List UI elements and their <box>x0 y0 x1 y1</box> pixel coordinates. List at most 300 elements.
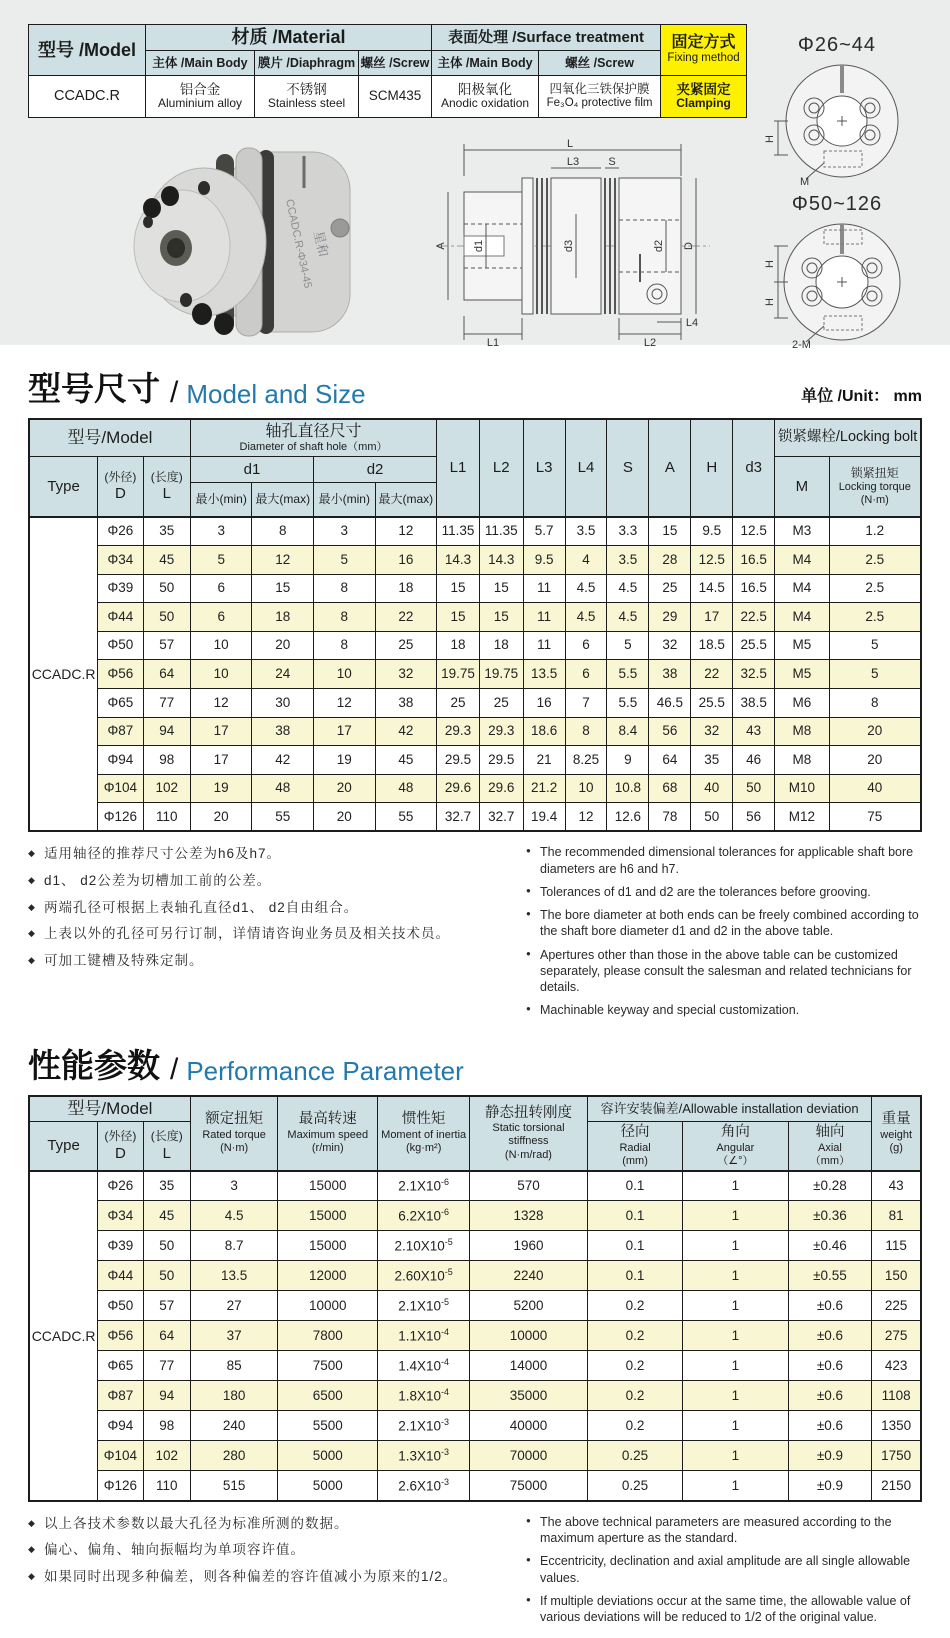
table-cell: $2.1X10^{-6}$ <box>378 1171 470 1201</box>
note-item: ● The bore diameter at both ends can be freely combined according to the shaft bore diameter d1 and d2 in the above table. <box>524 907 922 940</box>
rated-en: Rated torque <box>202 1128 266 1141</box>
table-cell: 25.5 <box>733 631 775 660</box>
table-cell: 25 <box>479 688 523 717</box>
table-cell: 85 <box>190 1351 277 1381</box>
table-cell: ±0.28 <box>788 1171 872 1201</box>
size-notes-zh <box>28 844 498 1025</box>
table-cell: 1750 <box>872 1441 921 1471</box>
table-cell: 43 <box>733 717 775 746</box>
coupling-section-drawing <box>430 136 716 350</box>
perf-l-letter: L <box>162 1144 171 1162</box>
table-cell: 18 <box>252 603 314 632</box>
table-cell: 1 <box>683 1261 788 1291</box>
table-cell: 11 <box>523 603 565 632</box>
table-cell: 19.4 <box>523 803 565 832</box>
table-cell: 19.75 <box>479 660 523 689</box>
axial-header <box>788 1122 872 1171</box>
table-row <box>29 603 921 632</box>
table-cell: M3 <box>775 517 829 546</box>
table-cell: 6500 <box>278 1381 378 1411</box>
table-cell: 1350 <box>872 1411 921 1441</box>
table-cell: Φ126 <box>98 1471 143 1501</box>
table-cell: 48 <box>252 774 314 803</box>
note-item: ● The recommended dimensional tolerances for applicable shaft bore diameters are h6 and h7. <box>524 844 922 877</box>
table-cell: 55 <box>375 803 437 832</box>
table-cell: 28 <box>649 545 691 574</box>
stiffness-unit: (N·m/rad) <box>504 1148 552 1161</box>
table-cell: Φ26 <box>98 1171 143 1201</box>
rated-zh: 额定扭矩 <box>205 1111 264 1128</box>
table-cell: 115 <box>872 1231 921 1261</box>
table-cell: $2.6X10^{-3}$ <box>378 1471 470 1501</box>
table-cell: 11 <box>523 574 565 603</box>
table-cell: 2.5 <box>829 574 921 603</box>
table-cell: 8.7 <box>190 1231 277 1261</box>
table-cell: 0.2 <box>587 1321 682 1351</box>
col-L2: L2 <box>479 419 523 517</box>
table-cell: 8 <box>314 631 376 660</box>
table-cell: Φ104 <box>98 774 143 803</box>
table-cell: 68 <box>649 774 691 803</box>
table-cell: 22.5 <box>733 603 775 632</box>
table-cell: 10 <box>314 660 376 689</box>
size-notes-en <box>524 844 922 1025</box>
product-photo <box>108 136 366 355</box>
table-cell: 78 <box>649 803 691 832</box>
size-title-separator: / <box>170 376 179 409</box>
table-cell: 13.5 <box>523 660 565 689</box>
size-model-group-header: 型号/Model <box>29 419 190 457</box>
l-letter: L <box>162 485 171 503</box>
table-cell: 15 <box>437 574 480 603</box>
axial-unit: （mm） <box>809 1154 851 1167</box>
table-cell: 7 <box>565 688 607 717</box>
table-cell: 1 <box>683 1321 788 1351</box>
rated-torque-header <box>190 1096 277 1171</box>
table-cell: ±0.9 <box>788 1471 872 1501</box>
table-row <box>29 717 921 746</box>
fixing-header <box>661 25 747 76</box>
table-cell: 32.7 <box>437 803 480 832</box>
table-cell: 15 <box>437 603 480 632</box>
table-cell: $1.3X10^{-3}$ <box>378 1441 470 1471</box>
table-cell: 7800 <box>278 1321 378 1351</box>
locking-torque-header <box>829 457 921 517</box>
type-value-cell: CCADC.R <box>29 1171 98 1501</box>
radial-zh: 径向 <box>620 1124 650 1141</box>
table-cell: 1 <box>683 1351 788 1381</box>
table-cell: 6 <box>565 660 607 689</box>
size-table-wrap <box>0 416 950 832</box>
locking-bolt-group-header <box>775 419 921 457</box>
diaphragm-en: Stainless steel <box>267 96 346 111</box>
table-cell: $1.8X10^{-4}$ <box>378 1381 470 1411</box>
note-item: ◆ d1、 d2公差为切槽加工前的公差。 <box>28 871 498 891</box>
product-marking-text: CCADC.R-Φ34-45 <box>283 197 314 290</box>
table-cell: 29 <box>649 603 691 632</box>
table-cell: 11.35 <box>437 517 480 546</box>
table-cell: 25 <box>649 574 691 603</box>
shaft-hole-en: Diameter of shaft hole（mm） <box>239 441 388 454</box>
table-cell: Φ87 <box>98 717 143 746</box>
table-cell: 9 <box>607 746 649 775</box>
table-cell: 29.3 <box>479 717 523 746</box>
table-cell: 43 <box>872 1171 921 1201</box>
table-cell: 5 <box>190 545 252 574</box>
table-row <box>29 1381 921 1411</box>
table-cell: ±0.36 <box>788 1201 872 1231</box>
perf-notes-en <box>524 1514 922 1633</box>
table-cell: Φ50 <box>98 631 143 660</box>
table-cell: ±0.6 <box>788 1291 872 1321</box>
table-row <box>29 1291 921 1321</box>
table-cell: 19 <box>190 774 252 803</box>
stiffness-en: Static torsional stiffness <box>492 1122 565 1148</box>
surface-main-value <box>432 75 539 117</box>
table-cell: 2240 <box>470 1261 588 1291</box>
performance-table <box>28 1095 922 1502</box>
table-cell: 4.5 <box>607 603 649 632</box>
radial-header <box>587 1122 682 1171</box>
table-cell: 8.4 <box>607 717 649 746</box>
perf-title-zh: 性能参数 <box>28 1046 160 1084</box>
table-cell: Φ126 <box>98 803 143 832</box>
material-spec-table <box>28 24 747 118</box>
table-cell: 14000 <box>470 1351 588 1381</box>
table-cell: 275 <box>872 1321 921 1351</box>
table-cell: 56 <box>733 803 775 832</box>
table-cell: 50 <box>143 1261 190 1291</box>
table-cell: 22 <box>691 660 733 689</box>
table-cell: 40 <box>691 774 733 803</box>
table-cell: 29.6 <box>479 774 523 803</box>
shaft-hole-header <box>190 419 436 457</box>
table-row <box>29 1471 921 1501</box>
table-cell: 94 <box>143 717 190 746</box>
table-cell: 12 <box>314 688 376 717</box>
table-cell: 240 <box>190 1411 277 1441</box>
table-cell: 32.5 <box>733 660 775 689</box>
table-cell: $1.4X10^{-4}$ <box>378 1351 470 1381</box>
d-top-label: (外径) <box>104 469 137 484</box>
table-cell: 24 <box>252 660 314 689</box>
table-cell: 102 <box>143 1441 190 1471</box>
table-cell: 40 <box>829 774 921 803</box>
table-row <box>29 1441 921 1471</box>
angular-zh: 角向 <box>720 1124 750 1141</box>
table-row <box>29 631 921 660</box>
table-cell: 55 <box>252 803 314 832</box>
table-cell: 0.2 <box>587 1291 682 1321</box>
table-cell: Φ26 <box>98 517 143 546</box>
table-cell: 10 <box>190 631 252 660</box>
screw-header: 螺丝 /Screw <box>359 50 432 75</box>
table-cell: 94 <box>143 1381 190 1411</box>
d1-max-header: 最大(max) <box>252 483 314 517</box>
note-item: ◆ 上表以外的孔径可另行订制，详情请咨询业务员及相关技术员。 <box>28 924 498 944</box>
table-cell: 25 <box>375 631 437 660</box>
note-item: ● Machinable keyway and special customization. <box>524 1002 922 1018</box>
table-cell: Φ94 <box>98 746 143 775</box>
diaphragm-zh: 不锈钢 <box>286 81 327 97</box>
table-row <box>29 774 921 803</box>
dim-M-small: M <box>800 176 810 187</box>
table-cell: 12.5 <box>733 517 775 546</box>
brand-marking-text: 星和 <box>311 229 332 258</box>
table-cell: 38 <box>375 688 437 717</box>
table-cell: 50 <box>691 803 733 832</box>
table-cell: 45 <box>143 1201 190 1231</box>
table-cell: 50 <box>143 603 190 632</box>
table-cell: 29.6 <box>437 774 480 803</box>
shaft-hole-zh: 轴孔直径尺寸 <box>265 423 362 440</box>
table-cell: 5.7 <box>523 517 565 546</box>
table-cell: 0.25 <box>587 1471 682 1501</box>
table-cell: 8 <box>314 574 376 603</box>
table-cell: 2.5 <box>829 603 921 632</box>
perf-model-group-header: 型号/Model <box>29 1096 190 1122</box>
table-cell: 29.5 <box>479 746 523 775</box>
table-cell: M8 <box>775 746 829 775</box>
table-cell: 8 <box>829 688 921 717</box>
table-cell: 10.8 <box>607 774 649 803</box>
table-cell: 3.5 <box>607 545 649 574</box>
table-cell: ±0.6 <box>788 1351 872 1381</box>
surface-main-en: Anodic oxidation <box>441 96 530 111</box>
table-cell: 12.6 <box>607 803 649 832</box>
table-cell: 1.2 <box>829 517 921 546</box>
table-cell: 2150 <box>872 1471 921 1501</box>
torque-en: Locking torque <box>838 480 911 493</box>
table-cell: Φ56 <box>98 1321 143 1351</box>
table-cell: 0.25 <box>587 1441 682 1471</box>
top-section <box>0 0 950 350</box>
table-cell: 77 <box>143 688 190 717</box>
note-item: ● The above technical parameters are measured according to the maximum aperture as the standard. <box>524 1514 922 1547</box>
type-header: Type <box>29 457 98 517</box>
table-cell: 10000 <box>470 1321 588 1351</box>
table-cell: 35 <box>143 1171 190 1201</box>
d1-min-header: 最小(min) <box>190 483 252 517</box>
table-cell: 570 <box>470 1171 588 1201</box>
deviation-label: 容许安装偏差/Allowable installation deviation <box>600 1101 859 1117</box>
dim-d3: d3 <box>563 239 575 252</box>
dim-L1: L1 <box>486 336 500 349</box>
table-cell: 25 <box>437 688 480 717</box>
table-cell: 19.75 <box>437 660 480 689</box>
table-cell: 98 <box>143 1411 190 1441</box>
table-cell: 3 <box>314 517 376 546</box>
table-cell: M6 <box>775 688 829 717</box>
table-row <box>29 1231 921 1261</box>
table-cell: Φ94 <box>98 1411 143 1441</box>
table-cell: Φ65 <box>98 688 143 717</box>
table-cell: ±0.9 <box>788 1441 872 1471</box>
size-title-en: Model and Size <box>186 379 366 409</box>
perf-title-separator: / <box>170 1052 179 1086</box>
table-cell: Φ34 <box>98 545 143 574</box>
table-cell: ±0.46 <box>788 1231 872 1261</box>
table-cell: $2.60X10^{-5}$ <box>378 1261 470 1291</box>
table-cell: 15000 <box>278 1201 378 1231</box>
table-cell: 17 <box>190 746 252 775</box>
end-view-diagrams <box>748 34 926 356</box>
table-cell: 10 <box>190 660 252 689</box>
stiffness-zh: 静态扭转刚度 <box>484 1104 572 1121</box>
table-cell: 5500 <box>278 1411 378 1441</box>
perf-type-header: Type <box>29 1122 98 1171</box>
table-cell: 32.7 <box>479 803 523 832</box>
torque-unit: (N·m) <box>860 493 889 506</box>
table-cell: Φ65 <box>98 1351 143 1381</box>
size-notes <box>0 832 950 1031</box>
main-body-value <box>146 75 255 117</box>
table-cell: 8 <box>565 717 607 746</box>
table-cell: 1 <box>683 1411 788 1441</box>
product-photo-illustration <box>108 136 366 348</box>
l-top-label: (长度) <box>150 469 183 484</box>
table-cell: 9.5 <box>523 545 565 574</box>
table-cell: 0.2 <box>587 1351 682 1381</box>
table-cell: ±0.6 <box>788 1381 872 1411</box>
table-cell: 50 <box>733 774 775 803</box>
table-cell: 0.1 <box>587 1261 682 1291</box>
size-table-body <box>29 517 921 832</box>
table-cell: 38.5 <box>733 688 775 717</box>
table-cell: 0.1 <box>587 1201 682 1231</box>
note-item: ● Apertures other than those in the above table can be customized separately, please consult the salesman and related technicians for details. <box>524 947 922 996</box>
table-cell: 29.3 <box>437 717 480 746</box>
table-cell: 81 <box>872 1201 921 1231</box>
table-cell: $1.1X10^{-4}$ <box>378 1321 470 1351</box>
d2-header: d2 <box>314 457 437 483</box>
table-cell: 14.5 <box>691 574 733 603</box>
dim-S: S <box>608 155 616 168</box>
model-value: CCADC.R <box>29 75 146 117</box>
table-cell: M12 <box>775 803 829 832</box>
inertia-zh: 惯性矩 <box>401 1111 446 1128</box>
table-cell: 57 <box>143 631 190 660</box>
table-cell: Φ87 <box>98 1381 143 1411</box>
table-cell: 110 <box>143 803 190 832</box>
unit-label: 单位 /Unit： mm <box>801 388 922 405</box>
table-cell: 11 <box>523 631 565 660</box>
table-cell: 56 <box>649 717 691 746</box>
weight-en: weight <box>880 1128 913 1141</box>
dim-H-large-bottom: H <box>764 298 776 306</box>
table-cell: $6.2X10^{-6}$ <box>378 1201 470 1231</box>
inertia-en: Moment of inertia <box>381 1128 467 1141</box>
note-item: ◆ 两端孔径可根据上表轴孔直径d1、 d2自由组合。 <box>28 898 498 918</box>
fixing-header-en: Fixing method <box>667 52 740 65</box>
table-cell: 3.5 <box>565 517 607 546</box>
table-cell: 515 <box>190 1471 277 1501</box>
table-cell: 15 <box>479 603 523 632</box>
table-cell: 5000 <box>278 1441 378 1471</box>
fixing-en: Clamping <box>676 96 731 111</box>
dim-A: A <box>435 242 447 250</box>
table-cell: 38 <box>252 717 314 746</box>
table-cell: 1 <box>683 1171 788 1201</box>
table-cell: 10000 <box>278 1291 378 1321</box>
table-cell: 45 <box>375 746 437 775</box>
axial-zh: 轴向 <box>815 1124 845 1141</box>
table-row <box>29 746 921 775</box>
table-cell: 21 <box>523 746 565 775</box>
table-cell: 32 <box>375 660 437 689</box>
table-cell: 6 <box>190 603 252 632</box>
table-cell: 48 <box>375 774 437 803</box>
table-cell: $2.1X10^{-3}$ <box>378 1411 470 1441</box>
main-body-header: 主体 /Main Body <box>146 50 255 75</box>
table-cell: 16 <box>523 688 565 717</box>
table-cell: 20 <box>190 803 252 832</box>
table-cell: Φ56 <box>98 660 143 689</box>
table-cell: M4 <box>775 603 829 632</box>
note-item: ◆ 如果同时出现多种偏差，则各种偏差的容许值减小为原来的1/2。 <box>28 1567 498 1587</box>
table-row <box>29 517 921 546</box>
table-row <box>29 1261 921 1291</box>
diaphragm-value <box>255 75 359 117</box>
perf-d-header <box>98 1122 143 1171</box>
table-cell: 1960 <box>470 1231 588 1261</box>
table-cell: 15 <box>252 574 314 603</box>
table-cell: 17 <box>314 717 376 746</box>
table-cell: 2.5 <box>829 545 921 574</box>
end-view-small <box>762 59 912 187</box>
angular-unit: （∠°） <box>717 1154 754 1167</box>
table-cell: 20 <box>252 631 314 660</box>
table-row <box>29 1411 921 1441</box>
table-cell: 40000 <box>470 1411 588 1441</box>
col-L3: L3 <box>523 419 565 517</box>
weight-zh: 重量 <box>881 1111 911 1128</box>
table-cell: 50 <box>143 1231 190 1261</box>
table-cell: 12 <box>190 688 252 717</box>
table-cell: 8 <box>252 517 314 546</box>
table-cell: 64 <box>649 746 691 775</box>
table-cell: 1108 <box>872 1381 921 1411</box>
table-cell: 42 <box>252 746 314 775</box>
table-cell: 10 <box>565 774 607 803</box>
table-cell: 4.5 <box>607 574 649 603</box>
table-cell: 0.1 <box>587 1171 682 1201</box>
speed-zh: 最高转速 <box>298 1111 357 1128</box>
table-cell: 15 <box>649 517 691 546</box>
perf-table-wrap <box>0 1093 950 1502</box>
table-cell: 12 <box>565 803 607 832</box>
technical-drawing <box>430 136 716 355</box>
table-cell: 20 <box>829 717 921 746</box>
table-cell: 46 <box>733 746 775 775</box>
table-cell: ±0.6 <box>788 1321 872 1351</box>
stiffness-header <box>470 1096 588 1171</box>
model-header: 型号 /Model <box>29 25 146 76</box>
table-row <box>29 574 921 603</box>
large-range-title: Φ50~126 <box>791 193 883 215</box>
perf-d-top: (外径) <box>104 1129 137 1144</box>
table-row <box>29 803 921 832</box>
rated-unit: (N·m) <box>220 1141 249 1154</box>
d-letter: D <box>114 485 126 503</box>
radial-unit: (mm) <box>622 1154 648 1167</box>
d-header <box>98 457 143 517</box>
table-cell: 15000 <box>278 1171 378 1201</box>
surface-screw-zh: 四氧化三铁保护膜 <box>549 82 650 97</box>
table-cell: 6 <box>565 631 607 660</box>
table-cell: 12.5 <box>691 545 733 574</box>
table-cell: M5 <box>775 660 829 689</box>
